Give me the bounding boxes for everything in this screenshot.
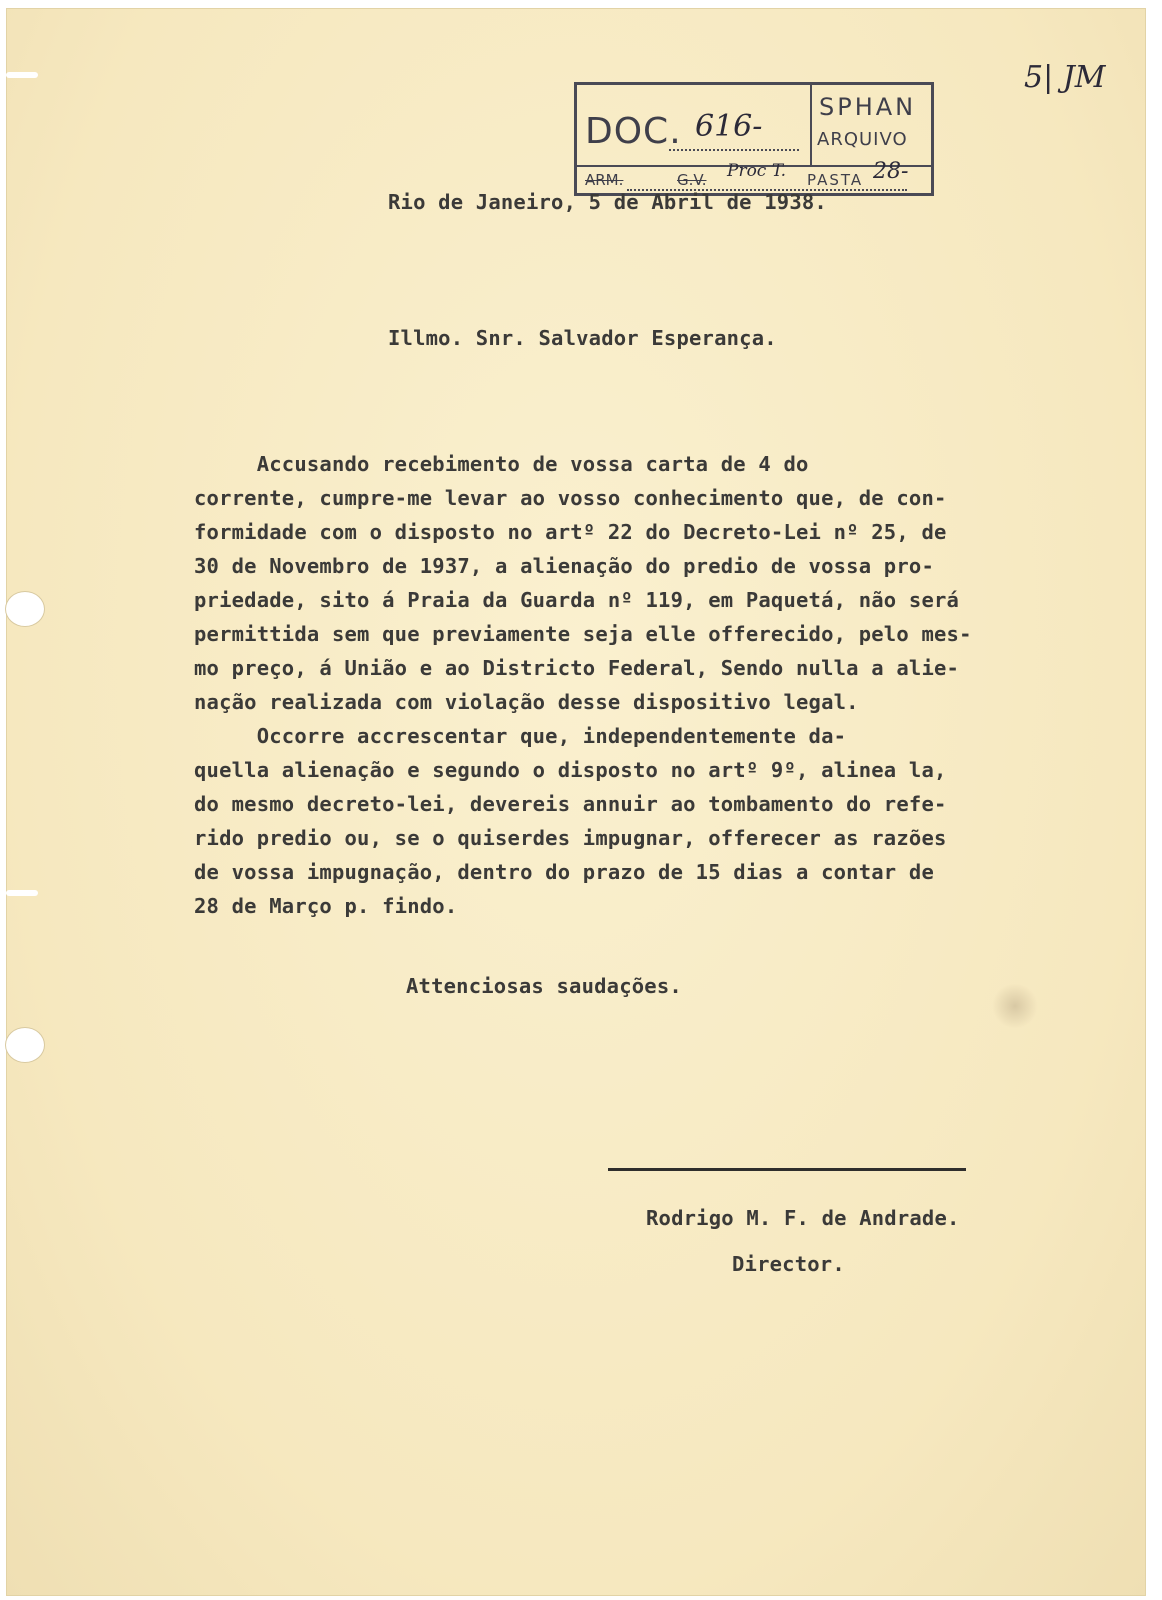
body-line: permittida sem que previamente seja elle offerecido, pelo mes- — [194, 622, 972, 646]
letter-closing: Attenciosas saudações. — [406, 974, 682, 998]
body-line: 30 de Novembro de 1937, a alienação do predio de vossa pro- — [194, 554, 934, 578]
paper-stain — [991, 984, 1039, 1028]
stamp-gv-label: G.V. — [677, 171, 707, 189]
body-line: rido predio ou, se o quiserdes impugnar, offerecer as razões — [194, 826, 947, 850]
stamp-pasta-number: 28- — [873, 159, 909, 184]
corner-handwritten-note: 5| JM — [1024, 60, 1106, 95]
stamp-proc-note: Proc T. — [727, 161, 786, 181]
body-line: mo preço, á União e ao Districto Federal, Sendo nulla a alie- — [194, 656, 960, 680]
body-line: Occorre accrescentar que, independentemente da- — [194, 724, 847, 748]
body-line: corrente, cumpre-me levar ao vosso conhecimento que, de con- — [194, 486, 947, 510]
signatory-title: Director. — [732, 1252, 845, 1276]
stamp-arm-label: ARM. — [585, 171, 624, 189]
body-line: formidade com o disposto no artº 22 do Decreto-Lei nº 25, de — [194, 520, 947, 544]
stamp-arquivo: ARQUIVO — [817, 129, 908, 150]
body-line: de vossa impugnação, dentro do prazo de 15 dias a contar de — [194, 860, 934, 884]
stamp-doc-number: 616- — [695, 109, 763, 144]
stamp-doc-dotted-line — [669, 149, 799, 151]
punch-hole-bottom — [6, 1028, 44, 1062]
stamp-divider-vertical — [810, 85, 812, 167]
paper-edge-tear — [6, 890, 38, 896]
stamp-pasta-label: PASTA — [807, 171, 864, 189]
body-line: nação realizada com violação desse dispositivo legal. — [194, 690, 859, 714]
letter-date: Rio de Janeiro, 5 de Abril de 1938. — [388, 190, 827, 214]
letter-paper — [6, 8, 1146, 1596]
signatory-name: Rodrigo M. F. de Andrade. — [646, 1206, 960, 1230]
archive-stamp — [574, 82, 934, 196]
body-line: Accusando recebimento de vossa carta de 4 do — [194, 452, 809, 476]
body-line: do mesmo decreto-lei, devereis annuir ao tombamento do refe- — [194, 792, 947, 816]
punch-hole-top — [6, 592, 44, 626]
body-line: 28 de Março p. findo. — [194, 894, 458, 918]
body-line: priedade, sito á Praia da Guarda nº 119, em Paquetá, não será — [194, 588, 960, 612]
stamp-sphan: SPHAN — [819, 93, 917, 121]
letter-addressee: Illmo. Snr. Salvador Esperança. — [388, 326, 777, 350]
stamp-doc-label: DOC. — [585, 111, 682, 152]
paper-edge-tear — [6, 72, 38, 78]
body-line: quella alienação e segundo o disposto no artº 9º, alinea la, — [194, 758, 947, 782]
signature-line — [608, 1168, 966, 1171]
